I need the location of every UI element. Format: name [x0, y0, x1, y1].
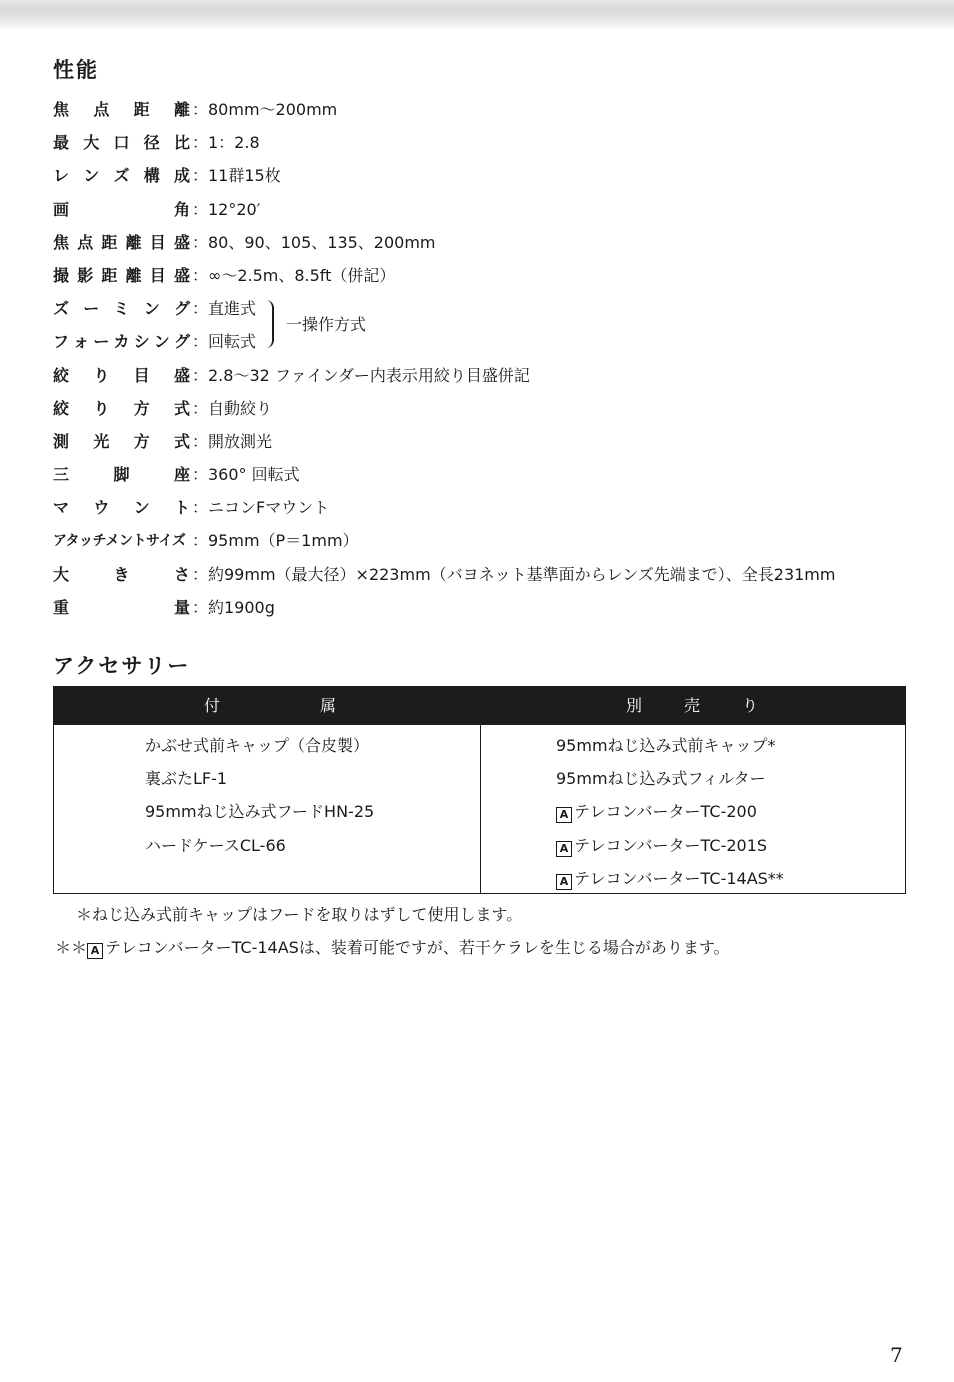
- spec-value: 80、90、105、135、200mm: [208, 232, 436, 252]
- spec-row: [53, 561, 913, 594]
- spec-row: [53, 494, 913, 527]
- spec-label: [53, 196, 190, 224]
- spec-value: 約1900g: [208, 597, 275, 617]
- label-char: 量: [173, 597, 190, 617]
- spec-row: [53, 594, 913, 627]
- label-char: ズ: [53, 299, 70, 319]
- spec-colon: ：: [192, 398, 209, 418]
- ai-mark-icon: A: [556, 874, 572, 890]
- optional-list: [556, 732, 784, 898]
- label-char: 盛: [173, 232, 190, 252]
- ai-mark-icon: A: [556, 841, 572, 857]
- page-number: 7: [890, 1343, 903, 1367]
- spec-label: [53, 594, 190, 622]
- label-char: き: [113, 564, 130, 584]
- optional-item-text: テレコンバーターTC-200: [574, 802, 757, 822]
- spec-colon: ：: [192, 299, 209, 319]
- label-char: 離: [125, 232, 142, 252]
- label-char: 距: [101, 232, 118, 252]
- spec-row: [53, 162, 913, 195]
- included-header: [204, 687, 336, 725]
- spec-label: [53, 96, 190, 124]
- label-char: グ: [173, 299, 190, 319]
- spec-label: [53, 328, 190, 356]
- operation-note: 一操作方式: [286, 315, 367, 334]
- label-char: 構: [143, 166, 160, 186]
- spec-value: ニコンFマウント: [208, 498, 330, 518]
- spec-colon: ：: [192, 498, 209, 518]
- spec-row: [53, 96, 913, 129]
- spec-colon: ：: [192, 597, 209, 617]
- label-char: り: [93, 365, 110, 385]
- label-char: 絞: [53, 365, 70, 385]
- label-char: 三: [53, 465, 70, 485]
- optional-item-text: テレコンバーターTC-14AS**: [574, 868, 784, 888]
- label-char: 測: [53, 431, 70, 451]
- optional-item: [556, 765, 784, 798]
- label-char: 付: [204, 696, 221, 715]
- optional-item: [556, 832, 784, 865]
- label-char: 影: [77, 265, 94, 285]
- optional-item-text: テレコンバーターTC-201S: [574, 835, 768, 855]
- label-char: ズ: [113, 166, 130, 186]
- label-char: 脚: [113, 465, 130, 485]
- label-char: 離: [173, 100, 190, 119]
- spec-colon: ：: [192, 166, 209, 186]
- included-item: 裏ぶたLF-1: [145, 769, 228, 789]
- spec-value: 約99mm（最大径）×223mm（バヨネット基準面からレンズ先端まで）、全長231mm: [208, 564, 836, 584]
- label-char: 光: [93, 431, 110, 451]
- label-char: ン: [153, 332, 170, 352]
- label-char: 盛: [173, 265, 190, 285]
- label-char: さ: [173, 564, 190, 584]
- spec-colon: ：: [192, 232, 209, 252]
- included-item: ハードケースCL-66: [145, 835, 286, 855]
- label-char: 焦: [53, 232, 70, 252]
- spec-label: [53, 428, 190, 456]
- label-char: 角: [173, 199, 190, 219]
- footnote-text: ねじ込み式前キャップはフードを取りはずして使用します。: [92, 905, 523, 924]
- specs-list: [53, 96, 913, 627]
- spec-colon: ：: [192, 564, 209, 584]
- spec-value: 11群15枚: [208, 166, 281, 186]
- optional-item-text: 95mmねじ込み式フィルター: [556, 769, 766, 789]
- label-char: 目: [149, 232, 166, 252]
- column-divider: [480, 687, 481, 893]
- spec-label: [53, 362, 190, 390]
- label-char: ー: [93, 332, 110, 352]
- label-char: ォ: [73, 332, 90, 352]
- spec-value: 2.8～32 ファインダー内表示用絞り目盛併記: [208, 365, 530, 385]
- spec-colon: ：: [192, 332, 209, 352]
- spec-row: [53, 229, 913, 262]
- spec-colon: ：: [192, 199, 209, 219]
- spec-row: [53, 129, 913, 162]
- label-char: 離: [125, 265, 142, 285]
- label-char: カ: [113, 332, 130, 352]
- optional-item: [556, 732, 784, 765]
- optional-item: [556, 798, 784, 831]
- label-char: シ: [133, 332, 150, 352]
- spec-colon: ：: [192, 133, 209, 153]
- footnote-marker: ＊: [76, 905, 93, 924]
- accessories-table: [53, 686, 906, 894]
- label-char: 盛: [173, 365, 190, 385]
- footnote-1: [76, 902, 522, 925]
- footnote-2: [55, 935, 730, 959]
- spec-row: [53, 395, 913, 428]
- label-char: 方: [133, 431, 150, 451]
- spec-value: 直進式: [208, 299, 257, 319]
- spec-colon: ：: [192, 265, 209, 285]
- optional-item-text: 95mmねじ込み式前キャップ*: [556, 736, 776, 755]
- included-item: 95mmねじ込み式フードHN-25: [145, 802, 375, 822]
- spec-value: 12°20′: [208, 199, 261, 219]
- label-char: 重: [53, 597, 70, 617]
- spec-value: 回転式: [208, 332, 257, 352]
- spec-value: 360° 回転式: [208, 465, 300, 485]
- label-char: ー: [83, 299, 100, 319]
- label-char: 別: [626, 696, 643, 715]
- spec-label: [53, 561, 190, 589]
- spec-row: [53, 328, 913, 361]
- spec-value: 開放測光: [208, 431, 273, 451]
- label-char: フ: [53, 332, 70, 352]
- label-char: 距: [133, 100, 150, 119]
- spec-row: [53, 295, 913, 328]
- spec-value: ∞～2.5m、8.5ft（併記）: [208, 265, 396, 285]
- spec-value: 1：2.8: [208, 133, 260, 153]
- label-char: 売: [683, 696, 700, 715]
- label-char: ミ: [113, 299, 130, 319]
- label-char: 目: [133, 365, 150, 385]
- label-char: 最: [53, 133, 70, 153]
- label-char: 点: [93, 100, 110, 119]
- label-char: 成: [173, 166, 190, 186]
- spec-label: [53, 229, 190, 257]
- spec-label: [53, 262, 190, 290]
- label-char: 座: [173, 465, 190, 485]
- label-char: 口: [113, 133, 130, 153]
- optional-item: [556, 865, 784, 898]
- label-char: 方: [133, 398, 150, 418]
- spec-colon: ：: [192, 531, 209, 551]
- label-char: 目: [149, 265, 166, 285]
- label-char: 絞: [53, 398, 70, 418]
- footnote-text: テレコンバーターTC-14ASは、装着可能ですが、若干ケラレを生じる場合があります。: [105, 938, 730, 957]
- label-char: グ: [173, 332, 190, 352]
- spec-row: [53, 262, 913, 295]
- spec-colon: ：: [192, 465, 209, 485]
- label-char: ン: [83, 166, 100, 186]
- label-char: 撮: [53, 265, 70, 285]
- included-list: [145, 732, 374, 865]
- spec-colon: ：: [192, 431, 209, 451]
- spec-row: [53, 527, 913, 560]
- label-char: 径: [143, 133, 160, 153]
- label-char: ン: [143, 299, 160, 319]
- spec-label: [53, 461, 190, 489]
- spec-value: 95mm（P＝1mm）: [208, 531, 359, 551]
- spec-label: アタッチメントサイズ: [53, 533, 186, 550]
- spec-row: [53, 428, 913, 461]
- spec-label: [53, 295, 190, 323]
- optional-header: [626, 687, 758, 725]
- label-char: 点: [77, 232, 94, 252]
- spec-row: [53, 362, 913, 395]
- label-char: ウ: [93, 498, 110, 518]
- label-char: 距: [101, 265, 118, 285]
- label-char: 式: [173, 431, 190, 451]
- label-char: 式: [173, 398, 190, 418]
- spec-colon: ：: [192, 365, 209, 385]
- label-char: 焦: [53, 100, 70, 119]
- label-char: 属: [319, 696, 336, 715]
- spec-label: [53, 395, 190, 423]
- accessories-heading: アクセサリー: [53, 654, 191, 678]
- ai-mark-icon: A: [556, 807, 572, 823]
- spec-row: [53, 461, 913, 494]
- label-char: 比: [173, 133, 190, 153]
- spec-row: [53, 196, 913, 229]
- included-item: かぶせ式前キャップ（合皮製）: [145, 736, 370, 755]
- spec-value: 80mm～200mm: [208, 100, 338, 119]
- ai-mark-icon: A: [87, 943, 103, 959]
- label-char: り: [93, 398, 110, 418]
- spec-label: [53, 129, 190, 157]
- spec-label: [53, 494, 190, 522]
- label-char: り: [741, 696, 758, 715]
- spec-colon: ：: [192, 100, 209, 119]
- label-char: ン: [133, 498, 150, 518]
- label-char: ト: [173, 498, 190, 518]
- label-char: 大: [53, 564, 70, 584]
- label-char: 大: [83, 133, 100, 153]
- specs-heading: 性能: [53, 58, 99, 82]
- footnote-marker: ＊＊: [55, 938, 88, 957]
- label-char: 画: [53, 199, 70, 219]
- spec-value: 自動絞り: [208, 398, 273, 418]
- scan-edge-band: [0, 0, 954, 30]
- label-char: マ: [53, 498, 70, 518]
- label-char: レ: [53, 166, 70, 186]
- operation-brace: [264, 300, 274, 348]
- spec-label: [53, 162, 190, 190]
